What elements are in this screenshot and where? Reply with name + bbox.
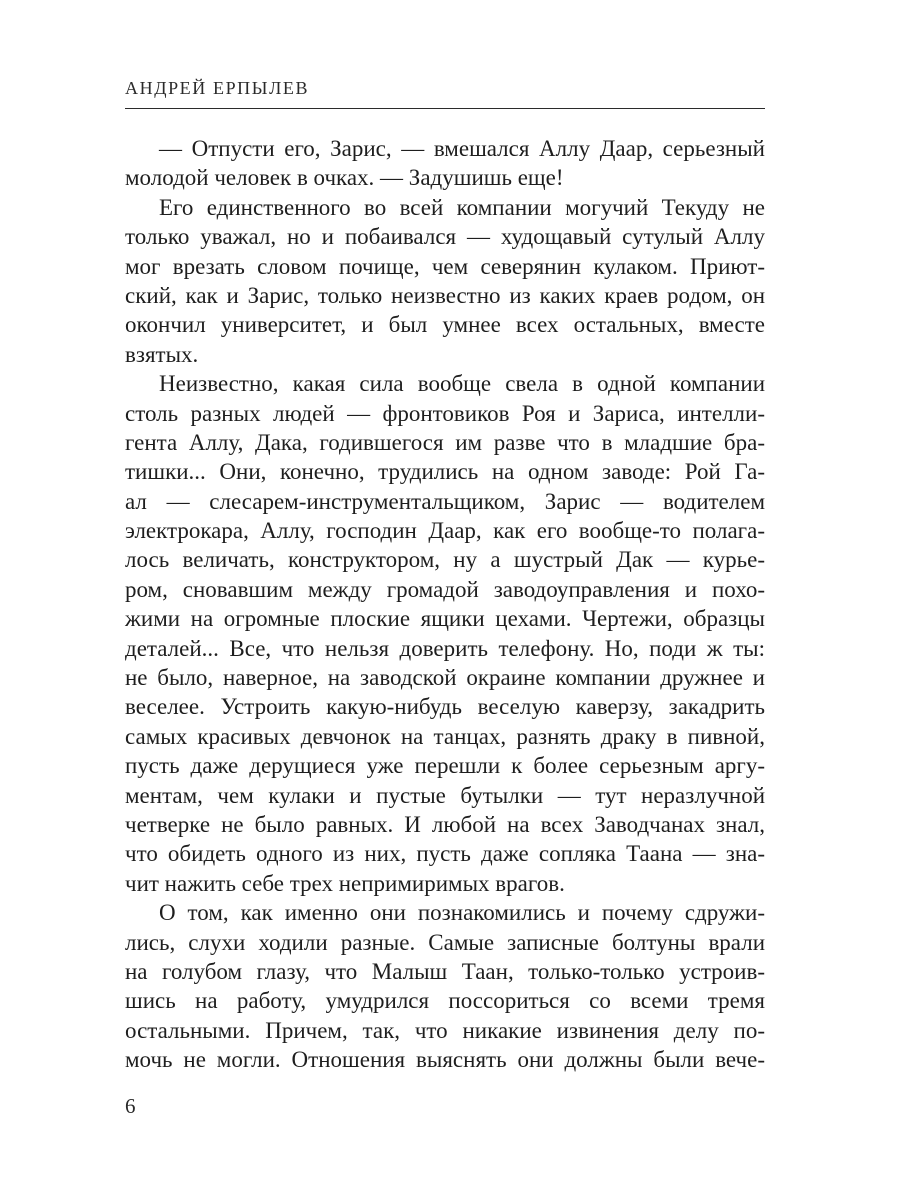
text-line: остальными. Причем, так, что никакие извинения делу по- bbox=[125, 1017, 765, 1043]
paragraph bbox=[125, 193, 765, 369]
text-line: окончил университет, и был умнее всех остальных, вместе bbox=[125, 312, 765, 338]
header-divider bbox=[125, 108, 765, 109]
text-line: мочь не могли. Отношения выяснять они должны были вече- bbox=[125, 1047, 765, 1073]
text-line: лись, слухи ходили разные. Самые записные болтуны врали bbox=[125, 929, 765, 955]
text-line: Его единственного во всей компании могучий Текуду не bbox=[159, 194, 765, 220]
paragraph bbox=[125, 134, 765, 193]
text-line: ментам, чем кулаки и пустые бутылки — тут неразлучной bbox=[125, 782, 765, 808]
text-line: что обидеть одного из них, пусть даже сопляка Таана — зна- bbox=[125, 841, 765, 867]
text-line: Неизвестно, какая сила вообще свела в одной компании bbox=[159, 371, 765, 397]
text-line: электрокара, Аллу, господин Даар, как его вообще-то полага- bbox=[125, 518, 765, 544]
text-line: ский, как и Зарис, только неизвестно из каких краев родом, он bbox=[125, 282, 765, 308]
text-line: О том, как именно они познакомились и почему сдружи- bbox=[159, 900, 765, 926]
text-line: — Отпусти его, Зарис, — вмешался Аллу Даар, серьезный bbox=[159, 136, 765, 161]
text-line: самых красивых девчонок на танцах, разнять драку в пивной, bbox=[125, 723, 765, 749]
running-header: АНДРЕЙ ЕРПЫЛЕВ bbox=[125, 78, 310, 98]
text-line: молодой человек в очках. — Задушишь еще! bbox=[125, 165, 564, 191]
text-line: лось величать, конструктором, ну а шустрый Дак — курье- bbox=[125, 547, 765, 573]
text-line: не было, наверное, на заводской окраине компании дружнее и bbox=[125, 665, 765, 691]
text-line: жими на огромные плоские ящики цехами. Чертежи, образцы bbox=[125, 606, 765, 632]
text-line: ал — слесарем-инструментальщиком, Зарис — водителем bbox=[125, 488, 765, 514]
text-line: на голубом глазу, что Малыш Таан, только-только устроив- bbox=[125, 958, 765, 984]
text-line: деталей... Все, что нельзя доверить телефону. Но, поди ж ты: bbox=[125, 635, 765, 661]
text-line: чит нажить себе трех непримиримых врагов. bbox=[125, 870, 565, 896]
text-line: столь разных людей — фронтовиков Роя и Зариса, интелли- bbox=[125, 400, 765, 426]
text-line: взятых. bbox=[125, 341, 199, 367]
paragraph bbox=[125, 898, 765, 1074]
paragraph bbox=[125, 369, 765, 898]
text-line: тишки... Они, конечно, трудились на одном заводе: Рой Га- bbox=[125, 459, 765, 485]
page-number: 6 bbox=[125, 1094, 136, 1118]
text-line: мог врезать словом почище, чем северянин кулаком. Приют- bbox=[125, 253, 765, 279]
text-line: четверке не было равных. И любой на всех Заводчанах знал, bbox=[125, 811, 765, 837]
text-line: ром, сновавшим между громадой заводоуправления и похо- bbox=[125, 576, 765, 602]
text-line: веселее. Устроить какую-нибудь веселую каверзу, закадрить bbox=[125, 694, 765, 720]
text-line: пусть даже дерущиеся уже перешли к более серьезным аргу- bbox=[125, 753, 765, 779]
text-line: только уважал, но и побаивался — худощавый сутулый Аллу bbox=[125, 224, 765, 250]
text-line: шись на работу, умудрился поссориться со всеми тремя bbox=[125, 988, 765, 1014]
text-line: гента Аллу, Дака, годившегося им разве что в младшие бра- bbox=[125, 429, 765, 455]
body-text bbox=[125, 134, 765, 1075]
